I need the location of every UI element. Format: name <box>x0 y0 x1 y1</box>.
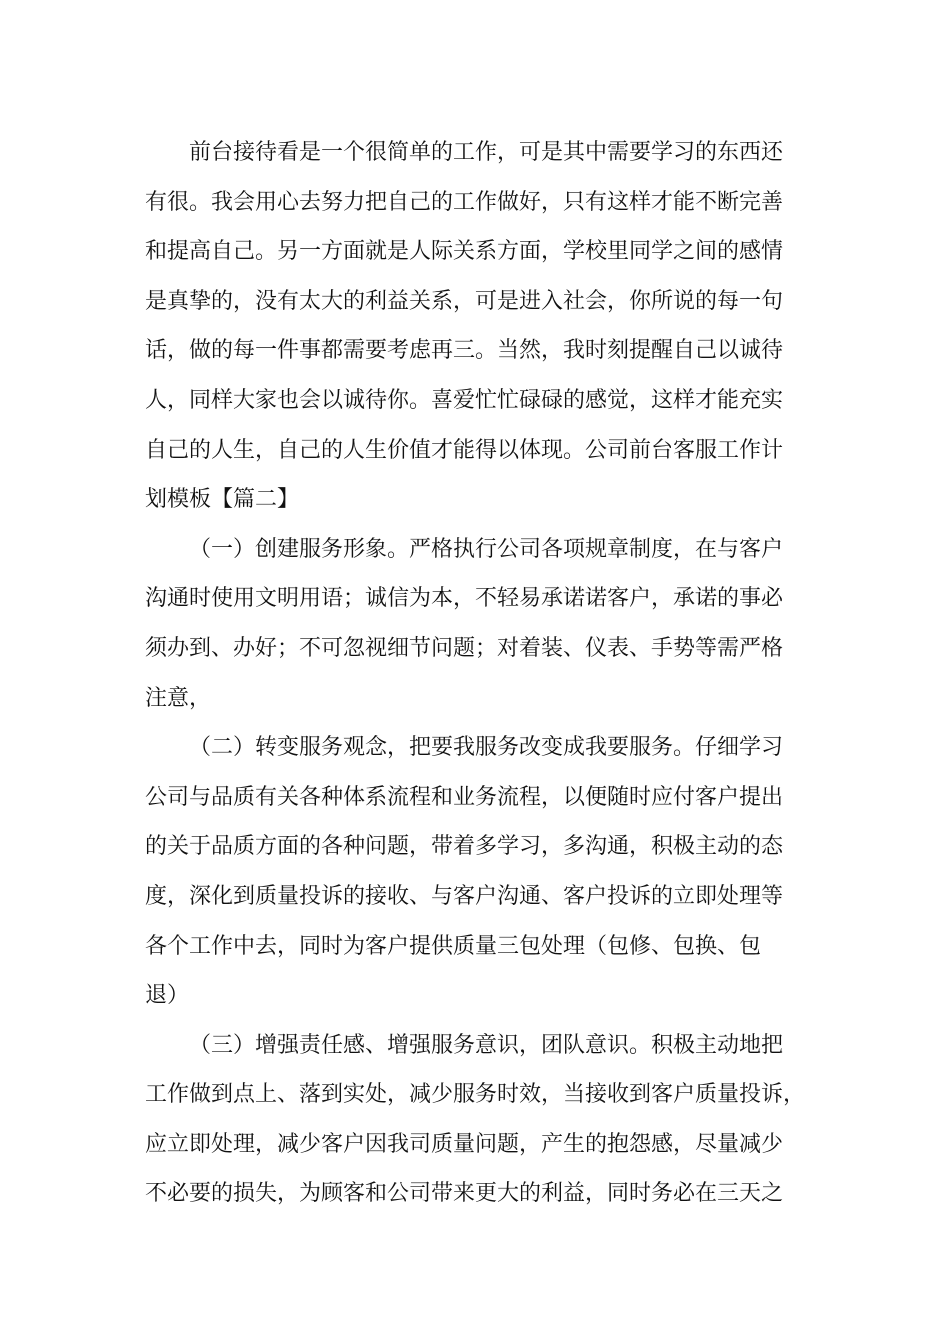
text-line: 工作做到点上、落到实处，减少服务时效，当接收到客户质量投诉， <box>145 1082 806 1108</box>
text-line: 注意， <box>145 685 212 711</box>
text-line: 退） <box>145 983 190 1009</box>
text-line: 有很。我会用心去努力把自己的工作做好，只有这样才能不断完善 <box>145 189 784 215</box>
text-line: 划模板【篇二】 <box>145 487 300 513</box>
text-line: 各个工作中去，同时为客户提供质量三包处理（包修、包换、包 <box>145 933 762 959</box>
text-line: 和提高自己。另一方面就是人际关系方面，学校里同学之间的感情 <box>145 239 784 265</box>
text-line: 是真挚的，没有太大的利益关系，可是进入社会，你所说的每一句 <box>145 288 784 314</box>
paragraph-1 <box>145 128 815 525</box>
text-line: （一）创建服务形象。严格执行公司各项规章制度，在与客户 <box>189 536 784 562</box>
text-line: 度，深化到质量投诉的接收、与客户沟通、客户投诉的立即处理等 <box>145 883 784 909</box>
paragraph-4 <box>145 1021 815 1219</box>
text-line: 不必要的损失，为顾客和公司带来更大的利益，同时务必在三天之 <box>145 1181 784 1207</box>
text-line: 沟通时使用文明用语；诚信为本，不轻易承诺诺客户，承诺的事必 <box>145 586 784 612</box>
text-line: 须办到、办好；不可忽视细节问题；对着装、仪表、手势等需严格 <box>145 635 784 661</box>
text-line: （三）增强责任感、增强服务意识，团队意识。积极主动地把 <box>189 1032 784 1058</box>
text-line: 自己的人生，自己的人生价值才能得以体现。公司前台客服工作计 <box>145 437 784 463</box>
text-line: 话，做的每一件事都需要考虑再三。当然，我时刻提醒自己以诚待 <box>145 338 784 364</box>
text-line: 前台接待看是一个很简单的工作，可是其中需要学习的东西还 <box>189 140 784 165</box>
text-line: （二）转变服务观念，把要我服务改变成我要服务。仔细学习 <box>189 735 784 761</box>
text-line: 的关于品质方面的各种问题，带着多学习，多沟通，积极主动的态 <box>145 834 784 860</box>
paragraph-3 <box>145 723 815 1021</box>
paragraph-2 <box>145 525 815 723</box>
text-line: 应立即处理，减少客户因我司质量问题，产生的抱怨感，尽量减少 <box>145 1131 784 1157</box>
document-body <box>145 128 815 1219</box>
text-line: 公司与品质有关各种体系流程和业务流程，以便随时应付客户提出 <box>145 784 784 810</box>
text-line: 人，同样大家也会以诚待你。喜爱忙忙碌碌的感觉，这样才能充实 <box>145 387 784 413</box>
